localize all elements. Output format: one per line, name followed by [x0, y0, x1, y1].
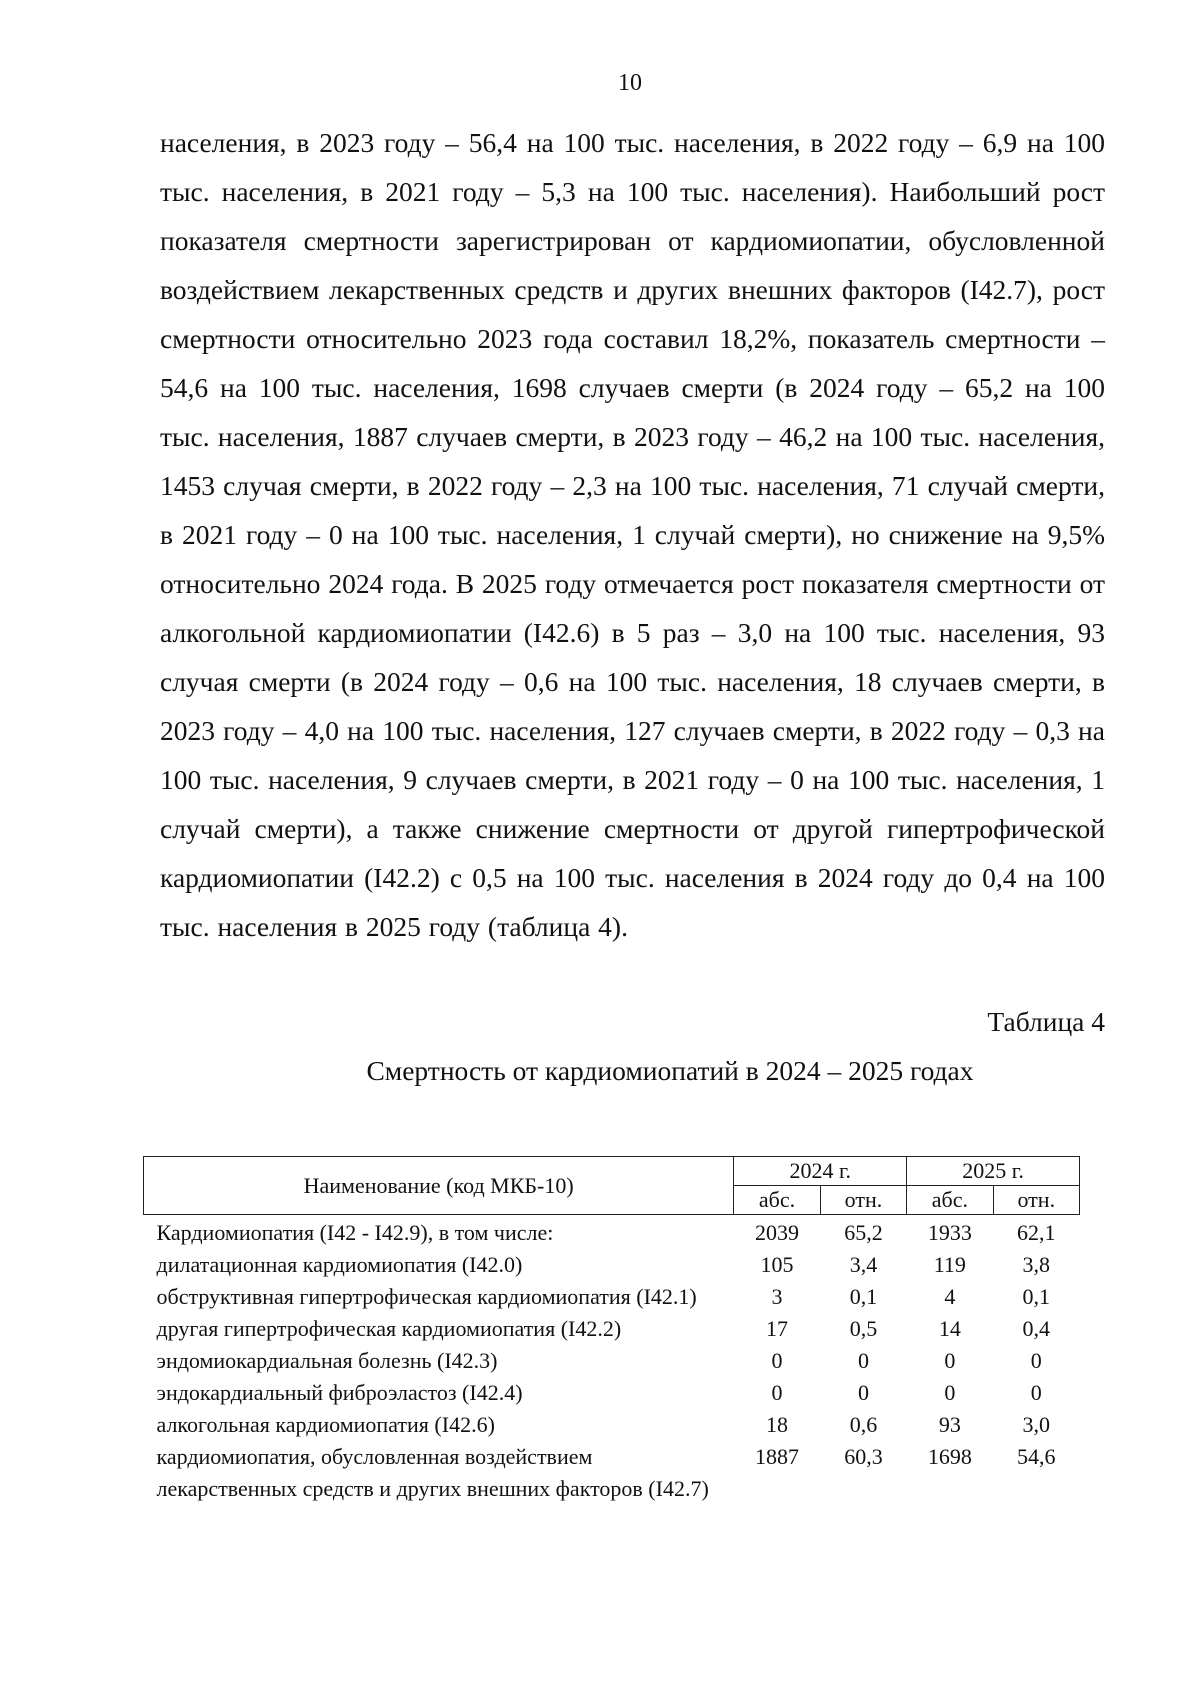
cell-abs-2025: 0: [944, 1380, 956, 1405]
row-name: алкогольная кардиомиопатия (I42.6): [156, 1412, 495, 1437]
row-name: эндокардиальный фиброэластоз (I42.4): [156, 1380, 523, 1405]
cell-abs-2024: 18: [766, 1412, 789, 1437]
cell-abs-2025: 4: [944, 1284, 956, 1309]
table-row: [144, 1249, 1080, 1281]
cell-abs-2025: 119: [933, 1252, 966, 1277]
header-name: Наименование (код МКБ-10): [144, 1157, 734, 1215]
cell-abs-2024: 1887: [755, 1444, 800, 1469]
cell-abs-2024: 0: [771, 1380, 783, 1405]
cell-rel-2024: 60,3: [844, 1444, 883, 1469]
cell-abs-2024: 3: [771, 1284, 783, 1309]
cell-rel-2025: 0,1: [1022, 1284, 1051, 1309]
cell-rel-2025: 0: [1030, 1380, 1042, 1405]
cell-abs-2025: 0: [944, 1348, 956, 1373]
header-abs-2024: абс.: [734, 1186, 820, 1215]
cell-rel-2025: 62,1: [1017, 1220, 1056, 1245]
row-name: Кардиомиопатия (I42 - I42.9), в том числе:: [156, 1220, 554, 1245]
cell-rel-2024: 0: [857, 1380, 869, 1405]
table-title: Смертность от кардиомиопатий в 2024 – 2025 годах: [366, 1055, 974, 1086]
table-row: [144, 1409, 1080, 1441]
cell-rel-2025: 0: [1030, 1348, 1042, 1373]
table-row: [144, 1345, 1080, 1377]
header-rel-2024: отн.: [820, 1186, 906, 1215]
cell-rel-2024: 3,4: [849, 1252, 878, 1277]
cell-rel-2024: 0,6: [849, 1412, 878, 1437]
table-header-row: [144, 1157, 1080, 1186]
table-row: [144, 1377, 1080, 1409]
cell-rel-2024: 65,2: [844, 1220, 883, 1245]
cell-rel-2024: 0: [857, 1348, 869, 1373]
cell-abs-2024: 0: [771, 1348, 783, 1373]
page-number: 10: [618, 70, 642, 96]
header-abs-2025: абс.: [907, 1186, 993, 1215]
row-name: другая гипертрофическая кардиомиопатия (I42.2): [156, 1316, 622, 1341]
table-label: Таблица 4: [987, 1006, 1105, 1037]
cell-rel-2025: 54,6: [1017, 1444, 1056, 1469]
header-rel-2025: отн.: [993, 1186, 1079, 1215]
header-year-2025: 2025 г.: [907, 1157, 1080, 1186]
cell-rel-2025: 0,4: [1022, 1316, 1051, 1341]
table-row: [144, 1281, 1080, 1313]
mortality-table: [143, 1156, 1080, 1505]
cell-abs-2025: 14: [938, 1316, 961, 1341]
cell-rel-2024: 0,1: [849, 1284, 878, 1309]
row-name: дилатационная кардиомиопатия (I42.0): [156, 1252, 523, 1277]
cell-abs-2025: 93: [938, 1412, 961, 1437]
row-name: эндомиокардиальная болезнь (I42.3): [156, 1348, 498, 1373]
table-row: [144, 1441, 1080, 1505]
cell-rel-2025: 3,8: [1022, 1252, 1051, 1277]
table-row: [144, 1313, 1080, 1345]
cell-abs-2025: 1698: [927, 1444, 972, 1469]
cell-rel-2024: 0,5: [849, 1316, 878, 1341]
body-paragraph: населения, в 2023 году – 56,4 на 100 тыс. населения, в 2022 году – 6,9 на 100 тыс. населения, в 2021 году – 5,3 на 100 тыс. населения). Наибольший рост показателя смертности зарегистрирован от кардиомиопатии, обусловленной воздействием лекарственных средств и других внешних факторов (I42.7), рост смертности относительно 2023 года составил 18,2%, показатель смертности – 54,6 на 100 тыс. населения, 1698 случаев смерти (в 2024 году – 65,2 на 100 тыс. населения, 1887 случаев смерти, в 2023 году – 46,2 на 100 тыс. населения, 1453 случая смерти, в 2022 году – 2,3 на 100 тыс. населения, 71 случай смерти, в 2021 году – 0 на 100 тыс. населения, 1 случай смерти), но снижение на 9,5% относительно 2024 года. В 2025 году отмечается рост показателя смертности от алкогольной кардиомиопатии (I42.6) в 5 раз – 3,0 на 100 тыс. населения, 93 случая смерти (в 2024 году – 0,6 на 100 тыс. населения, 18 случаев смерти, в 2023 году – 4,0 на 100 тыс. населения, 127 случаев смерти, в 2022 году – 0,3 на 100 тыс. населения, 9 случаев смерти, в 2021 году – 0 на 100 тыс. населения, 1 случай смерти), а также снижение смертности от другой гипертрофической кардиомиопатии (I42.2) с 0,5 на 100 тыс. населения в 2024 году до 0,4 на 100 тыс. населения в 2025 году (таблица 4).: [160, 127, 1105, 942]
row-name: кардиомиопатия, обусловленная воздействием лекарственных средств и других внешних факторов (I42.7): [156, 1444, 709, 1501]
cell-abs-2024: 105: [760, 1252, 794, 1277]
cell-abs-2024: 2039: [755, 1220, 800, 1245]
cell-rel-2025: 3,0: [1022, 1412, 1051, 1437]
header-year-2024: 2024 г.: [734, 1157, 907, 1186]
cell-abs-2024: 17: [766, 1316, 789, 1341]
row-name: обструктивная гипертрофическая кардиомиопатия (I42.1): [156, 1284, 697, 1309]
table-row: [144, 1215, 1080, 1250]
cell-abs-2025: 1933: [927, 1220, 972, 1245]
